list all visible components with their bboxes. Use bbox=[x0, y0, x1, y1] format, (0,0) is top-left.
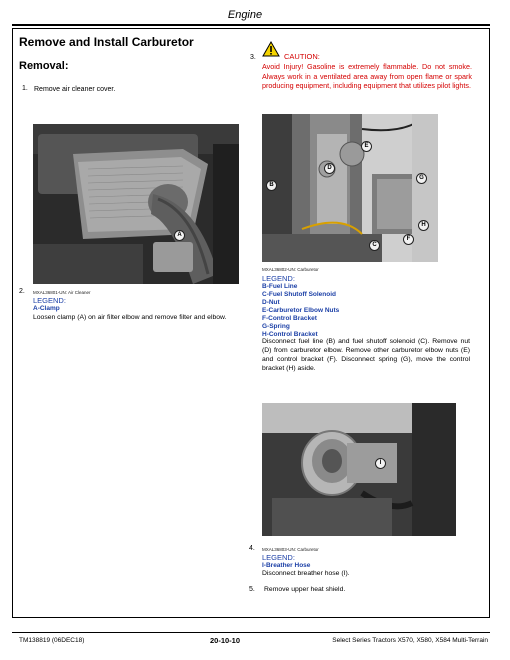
step-4-legend-title: LEGEND: bbox=[262, 553, 295, 562]
step-3-number: 3. bbox=[250, 54, 256, 61]
callout-I: I bbox=[375, 458, 386, 469]
air-cleaner-photo bbox=[33, 124, 239, 284]
step-2-number: 2. bbox=[19, 288, 25, 295]
step-2-legend-title: LEGEND: bbox=[33, 296, 66, 305]
step-5-number: 5. bbox=[249, 586, 255, 593]
step-2-caption: MXAL36801-UN: Air Cleaner bbox=[33, 290, 91, 295]
step-4-caption: MXAL36803-UN: Carburetor bbox=[262, 547, 319, 552]
legend-item: G-Spring bbox=[262, 323, 290, 330]
legend-item: E-Carburetor Elbow Nuts bbox=[262, 307, 340, 314]
carburetor-photo bbox=[262, 114, 438, 262]
step-1-number: 1. bbox=[22, 85, 28, 92]
callout-D: D bbox=[324, 163, 335, 174]
step-4-text: Disconnect breather hose (I). bbox=[262, 570, 350, 577]
legend-item: C-Fuel Shutoff Solenoid bbox=[262, 291, 337, 298]
step-3-legend-title: LEGEND: bbox=[262, 274, 295, 283]
legend-item: F-Control Bracket bbox=[262, 315, 317, 322]
legend-item: B-Fuel Line bbox=[262, 283, 298, 290]
breather-hose-photo bbox=[262, 403, 456, 536]
callout-F: F bbox=[403, 234, 414, 245]
callout-B: B bbox=[266, 180, 277, 191]
step-4-number: 4. bbox=[249, 545, 255, 552]
legend-item: D-Nut bbox=[262, 299, 280, 306]
step-2-text: Loosen clamp (A) on air filter elbow and remove filter and elbow. bbox=[33, 314, 227, 321]
step-3-text: Disconnect fuel line (B) and fuel shutoff solenoid (C). Remove nut (D) from carburetor elbow. Remove other carburetor elbow nuts (E) and control bracket (F). Disconnect spring (G), move the control bracket (H) aside. bbox=[262, 338, 470, 372]
callout-H: H bbox=[418, 220, 429, 231]
callout-C: C bbox=[369, 240, 380, 251]
callout-G: G bbox=[416, 173, 427, 184]
legend-item: H-Control Bracket bbox=[262, 331, 318, 338]
step-4-legend-item: I-Breather Hose bbox=[262, 562, 311, 569]
step-5-text: Remove upper heat shield. bbox=[264, 586, 346, 593]
callout-E: E bbox=[361, 141, 372, 152]
footer-product: Select Series Tractors X570, X580, X584 Multi-Terrain bbox=[332, 637, 488, 644]
caution-title: CAUTION: bbox=[284, 52, 320, 61]
step-3-caption: MXAL36802-UN: Carburetor bbox=[262, 267, 319, 272]
step-2-legend-item: A-Clamp bbox=[33, 305, 60, 312]
caution-text: Avoid Injury! Gasoline is extremely flammable. Do not smoke. Always work in a ventilated area away from open flame or spark producing equipment, including equipment that utilizes pilot lights. bbox=[262, 62, 472, 90]
section-subtitle: Removal: bbox=[19, 60, 69, 72]
step-1-text: Remove air cleaner cover. bbox=[34, 86, 116, 93]
footer-rule bbox=[12, 632, 490, 633]
page-header: Engine bbox=[227, 9, 263, 21]
callout-A: A bbox=[174, 230, 185, 241]
warning-triangle-icon bbox=[262, 41, 280, 57]
air-cleaner-illustration bbox=[33, 124, 239, 284]
step-3-legend-list bbox=[262, 283, 339, 339]
header-rule bbox=[12, 24, 490, 26]
footer-doc-id: TM138819 (06DEC18) bbox=[19, 637, 85, 644]
page-title: Remove and Install Carburetor bbox=[19, 35, 194, 49]
breather-hose-illustration bbox=[262, 403, 456, 536]
footer-page-number: 20-10-10 bbox=[210, 636, 241, 645]
